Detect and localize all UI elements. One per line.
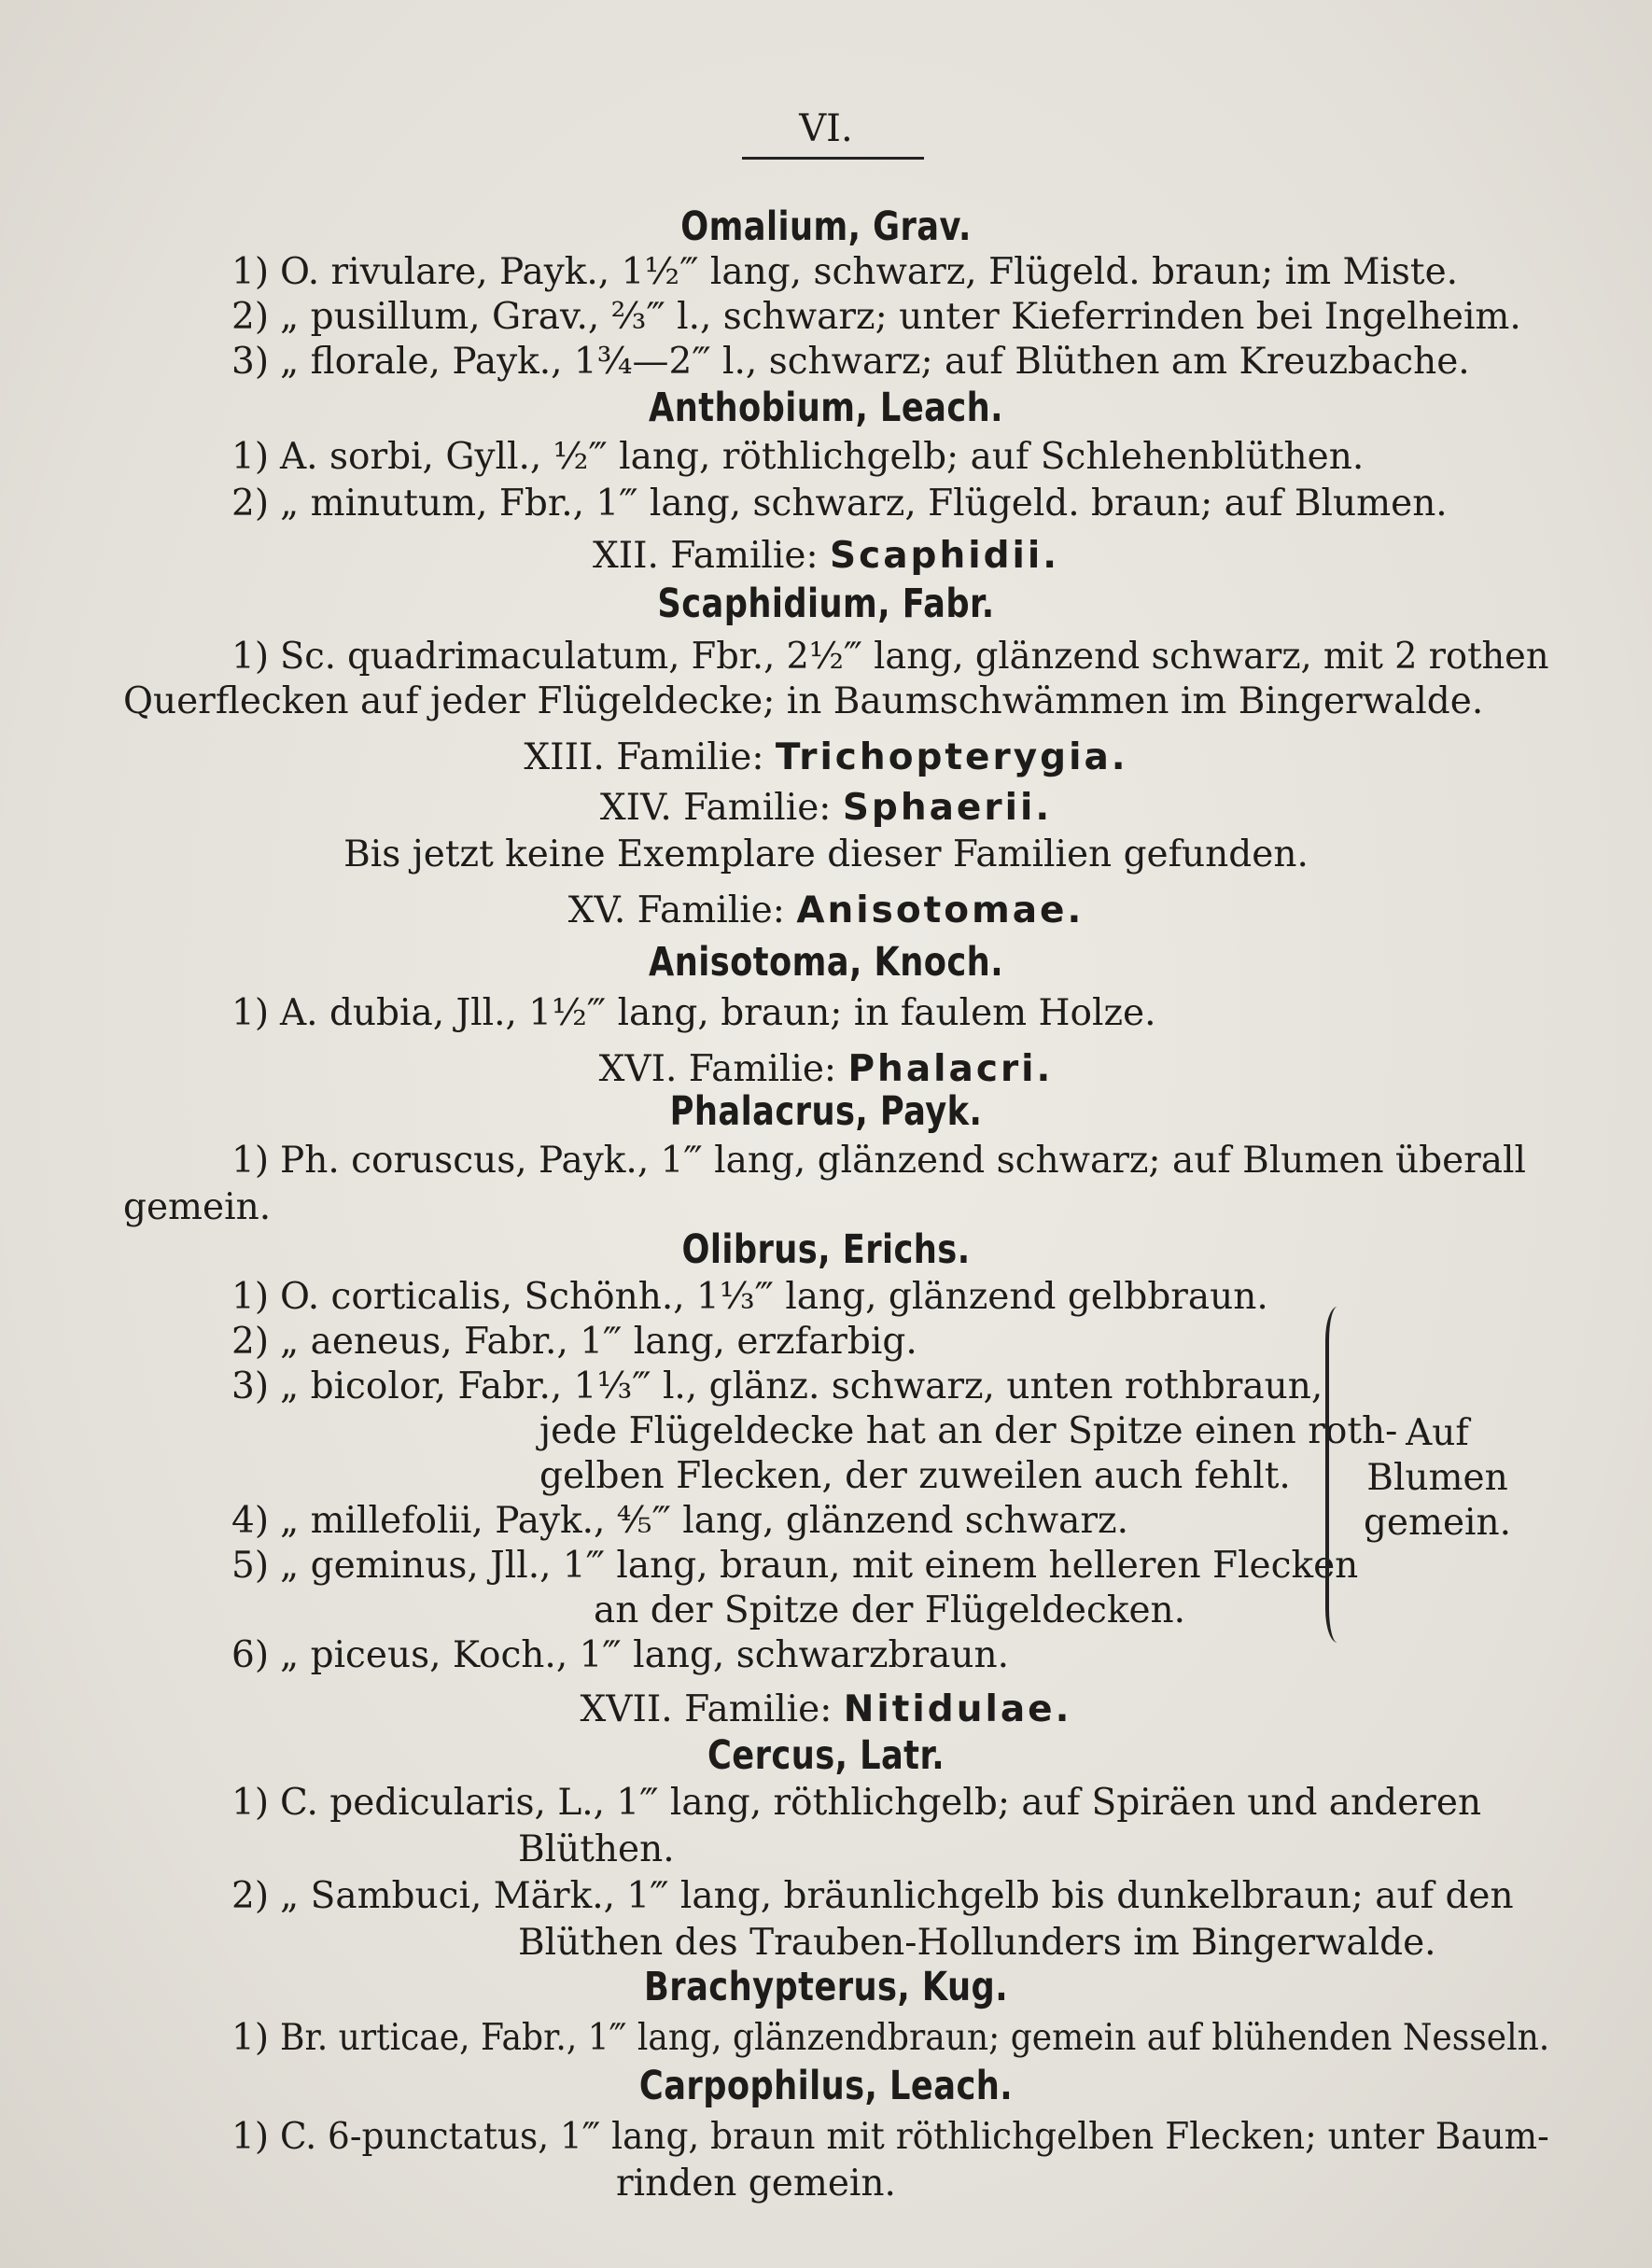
note-no-specimens: Bis jetzt keine Exemplare dieser Familien gefunden. — [343, 833, 1309, 875]
entry-text-continuation: gelben Flecken, der zuweilen auch fehlt. — [539, 1455, 1291, 1497]
entry-number: 4) — [231, 1500, 270, 1542]
side-note — [1344, 1411, 1531, 1546]
family-heading-xii — [0, 535, 1652, 577]
family-name: Phalacri. — [847, 1048, 1054, 1090]
entry-number: 2) — [231, 483, 270, 525]
entry-number: 1) — [231, 636, 270, 678]
entry-text-continuation: Querflecken auf jeder Flügeldecke; in Baumschwämmen im Bingerwalde. — [123, 680, 1484, 722]
entry-text-continuation: Blüthen. — [518, 1828, 675, 1870]
entry-text-continuation: jede Flügeldecke hat an der Spitze einen roth- — [539, 1410, 1398, 1452]
entry-text: „ millefolii, Payk., ⅘‴ lang, glänzend schwarz. — [280, 1500, 1128, 1542]
entry-number: 1) — [231, 1276, 270, 1318]
entry-number: 1) — [231, 992, 270, 1034]
family-heading-xvii — [0, 1688, 1652, 1730]
entry-text: A. sorbi, Gyll., ½‴ lang, röthlichgelb; auf Schlehenblüthen. — [280, 436, 1365, 478]
entry-text: „ bicolor, Fabr., 1⅓‴ l., glänz. schwarz, unten rothbraun, — [280, 1365, 1323, 1407]
side-note-line: Auf — [1406, 1412, 1469, 1454]
entry-number: 2) — [231, 1875, 270, 1917]
family-prefix: XIII. Familie: — [524, 736, 764, 778]
family-prefix: XVI. Familie: — [598, 1048, 837, 1090]
entry-text: Sc. quadrimaculatum, Fbr., 2½‴ lang, glänzend schwarz, mit 2 rothen — [280, 636, 1549, 678]
entry-text: „ aeneus, Fabr., 1‴ lang, erzfarbig. — [280, 1321, 917, 1363]
family-prefix: XV. Familie: — [567, 889, 785, 931]
family-name: Trichopterygia. — [775, 736, 1128, 778]
family-name: Anisotomae. — [796, 889, 1085, 931]
entry-text-continuation: Blüthen des Trauben-Hollunders im Bingerwalde. — [518, 1922, 1436, 1964]
entry-number: 1) — [231, 251, 270, 293]
entry-text: „ geminus, Jll., 1‴ lang, braun, mit einem helleren Flecken — [280, 1545, 1359, 1587]
genus-heading-omalium: Omalium, Grav. — [680, 203, 972, 250]
entry-text-continuation: gemein. — [123, 1186, 272, 1228]
genus-heading-carpophilus: Carpophilus, Leach. — [638, 2063, 1014, 2109]
entry-text-continuation: rinden gemein. — [616, 2163, 896, 2205]
entry-number: 1) — [231, 436, 270, 478]
entry-text-continuation: an der Spitze der Flügeldecken. — [594, 1589, 1186, 1631]
entry-text: C. 6-punctatus, 1‴ lang, braun mit röthlichgelben Flecken; unter Baum- — [280, 2116, 1549, 2158]
family-heading-xv — [0, 889, 1652, 931]
entry-text: Ph. coruscus, Payk., 1‴ lang, glänzend schwarz; auf Blumen überall — [280, 1140, 1526, 1182]
entry-number: 3) — [231, 1365, 270, 1407]
side-note-line: Blumen — [1366, 1457, 1508, 1499]
entry-number: 2) — [231, 1321, 270, 1363]
entry-number: 5) — [231, 1545, 270, 1587]
entry-number: 1) — [231, 2017, 270, 2059]
genus-heading-scaphidium: Scaphidium, Fabr. — [657, 581, 995, 627]
entry-text: A. dubia, Jll., 1½‴ lang, braun; in faulem Holze. — [280, 992, 1156, 1034]
genus-heading-cercus: Cercus, Latr. — [707, 1732, 945, 1779]
side-note-line: gemein. — [1363, 1502, 1512, 1544]
entry-text: Br. urticae, Fabr., 1‴ lang, glänzendbraun; gemein auf blühenden Nesseln. — [280, 2017, 1550, 2059]
entry-text: „ minutum, Fbr., 1‴ lang, schwarz, Flügeld. braun; auf Blumen. — [280, 483, 1448, 525]
family-prefix: XVII. Familie: — [580, 1688, 833, 1730]
entry-number: 1) — [231, 1782, 270, 1824]
entry-text: O. corticalis, Schönh., 1⅓‴ lang, glänzend gelbbraun. — [280, 1276, 1268, 1318]
header-rule — [742, 157, 924, 160]
family-heading-xiv — [0, 787, 1652, 829]
entry-text: C. pedicularis, L., 1‴ lang, röthlichgelb; auf Spiräen und anderen — [280, 1782, 1482, 1824]
entry-text: „ florale, Payk., 1¾—2‴ l., schwarz; auf Blüthen am Kreuzbache. — [280, 341, 1470, 383]
genus-heading-anthobium: Anthobium, Leach. — [649, 385, 1003, 431]
family-name: Nitidulae. — [843, 1688, 1072, 1730]
family-prefix: XII. Familie: — [592, 535, 819, 577]
entry-number: 3) — [231, 341, 270, 383]
family-heading-xiii — [0, 736, 1652, 778]
genus-heading-brachypterus: Brachypterus, Kug. — [643, 1964, 1009, 2010]
family-name: Sphaerii. — [842, 787, 1053, 829]
entry-number: 6) — [231, 1634, 270, 1676]
family-heading-xvi — [0, 1048, 1652, 1090]
genus-heading-anisotoma: Anisotoma, Knoch. — [649, 939, 1003, 986]
family-name: Scaphidii. — [830, 535, 1060, 577]
family-prefix: XIV. Familie: — [599, 787, 832, 829]
page-number: VI. — [799, 107, 853, 150]
entry-text: „ piceus, Koch., 1‴ lang, schwarzbraun. — [280, 1634, 1009, 1676]
entry-text: O. rivulare, Payk., 1½‴ lang, schwarz, Flügeld. braun; im Miste. — [280, 251, 1459, 293]
entry-number: 2) — [231, 296, 270, 338]
entry-number: 1) — [231, 1140, 270, 1182]
genus-heading-phalacrus: Phalacrus, Payk. — [669, 1088, 983, 1135]
genus-heading-olibrus: Olibrus, Erichs. — [681, 1226, 971, 1273]
entry-text: „ pusillum, Grav., ⅔‴ l., schwarz; unter Kieferrinden bei Ingelheim. — [280, 296, 1521, 338]
entry-text: „ Sambuci, Märk., 1‴ lang, bräunlichgelb bis dunkelbraun; auf den — [280, 1875, 1514, 1917]
entry-number: 1) — [231, 2116, 270, 2158]
